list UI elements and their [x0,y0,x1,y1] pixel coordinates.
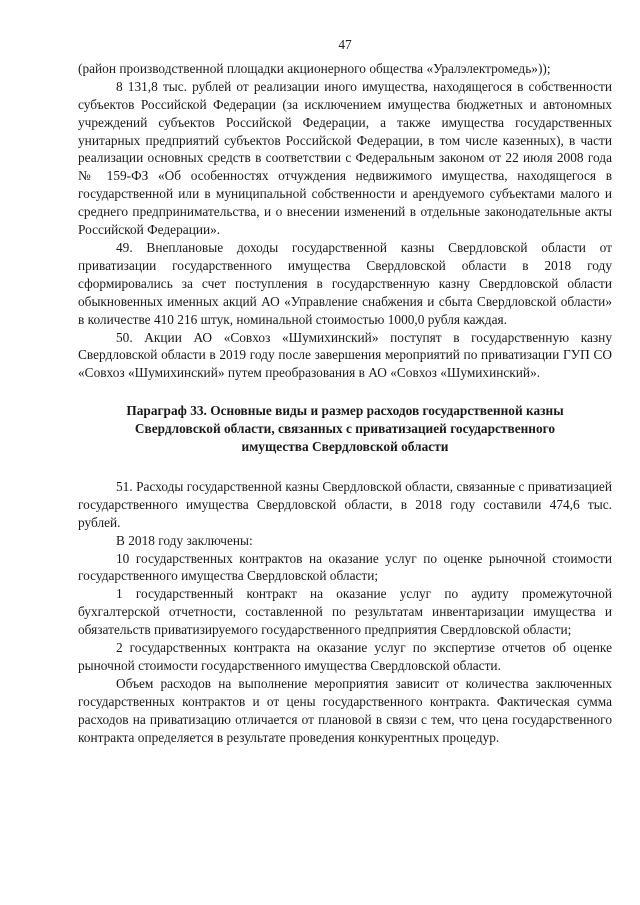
paragraph-item-50: 50. Акции АО «Совхоз «Шумихинский» поступят в государственную казну Свердловской области в 2019 году после завершения мероприятий по приватизации ГУП СО «Совхоз «Шумихинский» путем преобразования в АО «Совхоз «Шумихинский». [78,329,612,381]
paragraph: Объем расходов на выполнение мероприятия зависит от количества заключенных государственных контрактов и от цены государственного контракта. Фактическая сумма расходов на приватизацию отличается от плановой в связи с тем, что цена государственного контракта определяется в результате проведения конкурентных процедур. [78,675,612,745]
section-heading-line: Свердловской области, связанных с приватизацией государственного [134,421,556,437]
list-item: 2 государственных контракта на оказание услуг по экспертизе отчетов об оценке рыночной стоимости государственного имущества Свердловской области. [78,640,612,673]
section-heading-line: Параграф 33. Основные виды и размер расходов государственной казны [126,403,564,419]
body-text-bottom [78,478,612,747]
section-heading-line: имущества Свердловской области [241,439,449,455]
list-item: 1 государственный контракт на оказание услуг по аудиту промежуточной бухгалтерской отчетности, составленной по результатам инвентаризации имущества и обязательств приватизируемого государственного предприятия Свердловской области; [78,586,612,638]
paragraph-item-51: 51. Расходы государственной казны Свердловской области, связанные с приватизацией государственного имущества Свердловской области, в 2018 году составили 474,6 тыс. рублей. [78,478,612,530]
list-item: 10 государственных контрактов на оказание услуг по оценке рыночной стоимости государственного имущества Свердловской области; [78,550,612,584]
paragraph: (район производственной площадки акционерного общества «Уралэлектромедь»)); [78,60,551,76]
body-text-top [78,60,612,382]
paragraph: В 2018 году заключены: [116,532,253,548]
page-number: 47 [338,37,352,52]
paragraph-item-49: 49. Внеплановые доходы государственной казны Свердловской области от приватизации государственного имущества Свердловской области в 2018 году сформировались за счет поступления в государственную казну Свердловской области обыкновенных именных акций АО «Управление снабжения и сбыта Свердловской области» в количестве 410 216 штук, номинальной стоимостью 1000,0 рубля каждая. [78,239,612,327]
paragraph: 8 131,8 тыс. рублей от реализации иного имущества, находящегося в собственности субъектов Российской Федерации (за исключением имущества бюджетных и автономных учреждений субъектов Российской Федерации, а также имущества государственных унитарных предприятий субъектов Российской Федерации, в том числе казенных), в части реализации основных средств в соответствии с Федеральным законом от 22 июля 2008 года № 159-ФЗ «Об особенностях отчуждения недвижимого имущества, находящегося в государственной или в муниципальной собственности и арендуемого субъектами малого и среднего предпринимательства, и о внесении изменений в отдельные законодательные акты Российской Федерации». [78,78,612,238]
section-heading [78,402,612,456]
